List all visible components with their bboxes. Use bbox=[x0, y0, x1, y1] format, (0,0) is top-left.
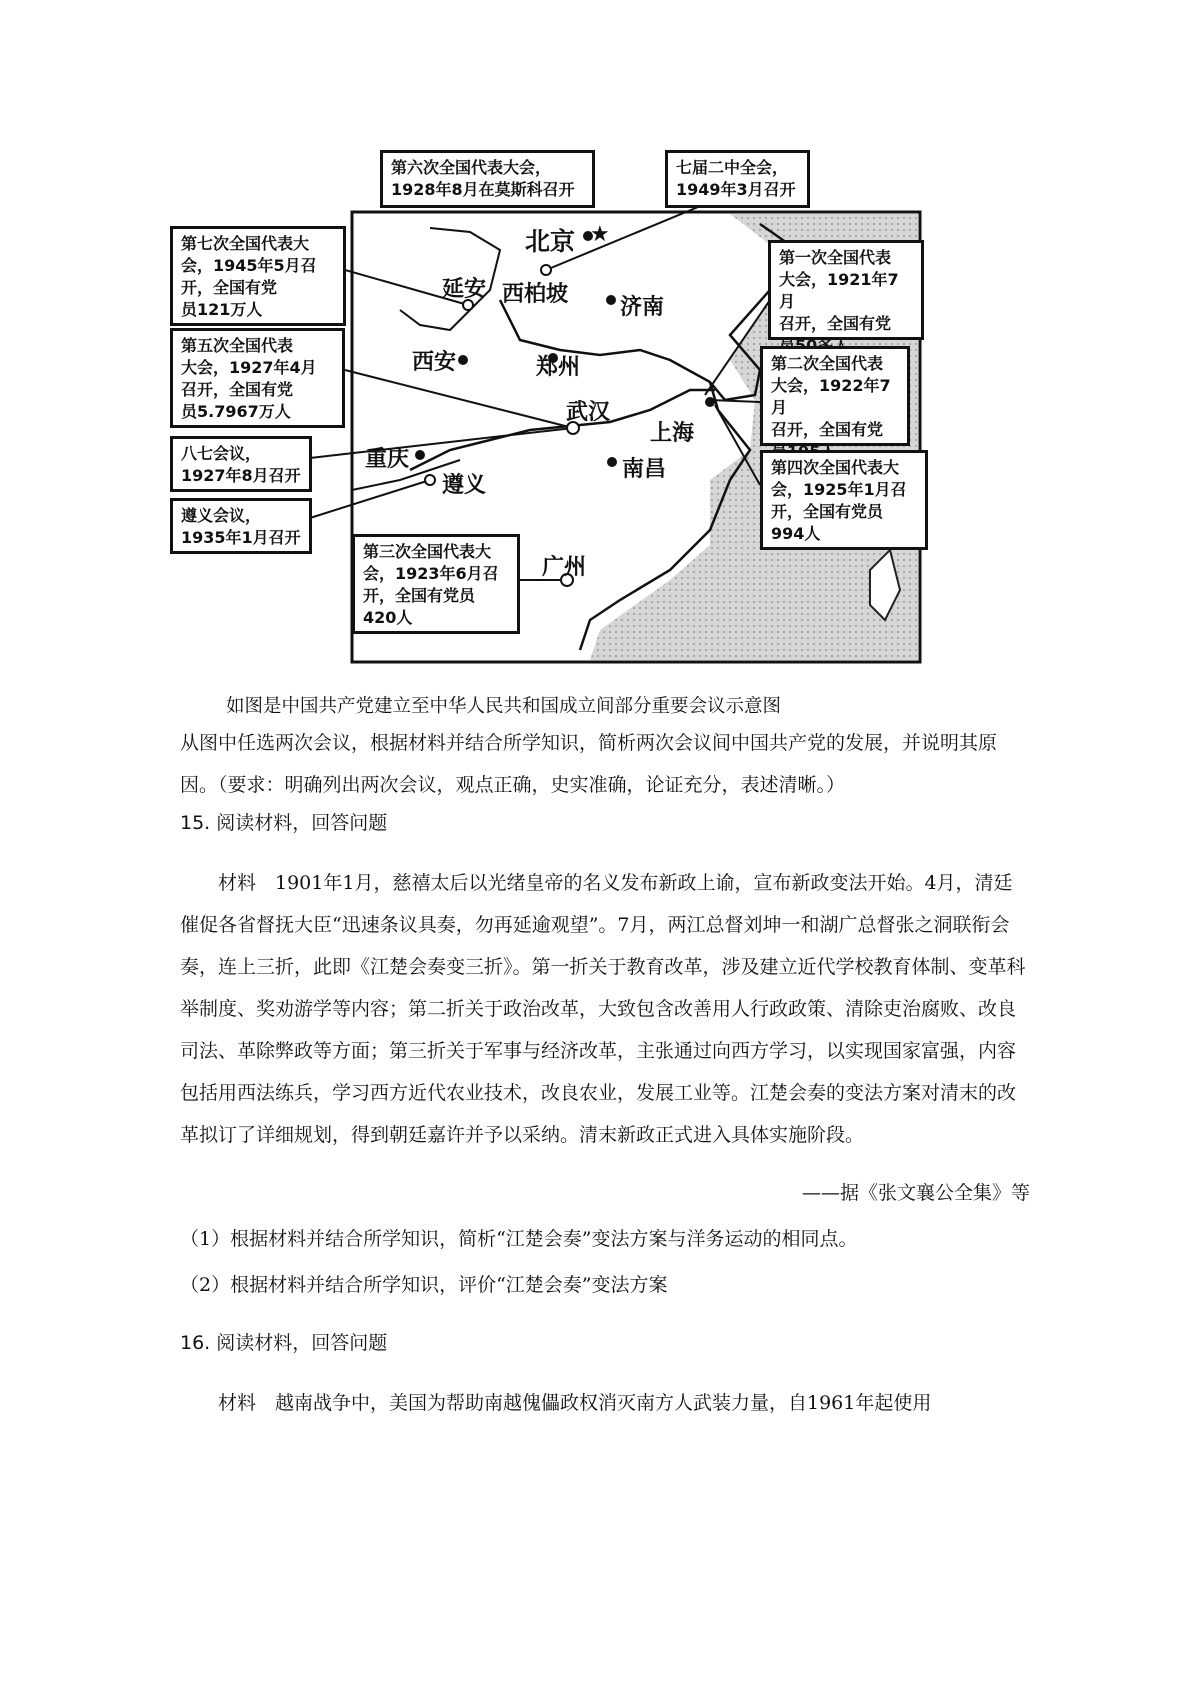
city-label-guangzhou: 广州 bbox=[542, 555, 587, 580]
question-15-heading: 15. 阅读材料，回答问题 bbox=[180, 812, 388, 834]
ccp-meetings-map-figure bbox=[170, 150, 1050, 670]
question-16-material: 材料 越南战争中，美国为帮助南越傀儡政权消灭南方人武装力量，自1961年起使用 bbox=[218, 1392, 932, 1414]
city-label-zunyi: 遵义 bbox=[442, 473, 487, 498]
box-august7-meeting: 八七会议， 1927年8月召开 bbox=[170, 436, 312, 492]
city-label-zhengzhou: 郑州 bbox=[536, 355, 581, 380]
question-15-source: ——据《张文襄公全集》等 bbox=[801, 1182, 1030, 1204]
city-label-xian: 西安 bbox=[412, 350, 457, 375]
city-label-xibaipo: 西柏坡 bbox=[502, 282, 569, 307]
box-first-congress: 第一次全国代表 大会，1921年7月 召开，全国有党 bbox=[768, 240, 924, 340]
zunyi-marker bbox=[425, 475, 435, 485]
city-label-shanghai: 上海 bbox=[650, 421, 695, 446]
city-label-nanchang: 南昌 bbox=[622, 457, 667, 482]
shanghai-marker bbox=[705, 397, 715, 407]
question-15-subquestion-2: （2）根据材料并结合所学知识，评价“江楚会奏”变法方案 bbox=[180, 1274, 668, 1296]
city-label-jinan: 济南 bbox=[620, 295, 665, 320]
chongqing-marker bbox=[415, 450, 425, 460]
box-fourth-congress: 第四次全国代表大 会，1925年1月召 开，全国有党员 994人 bbox=[760, 450, 928, 550]
question-15-material: 材料 1901年1月，慈禧太后以光绪皇帝的名义发布新政上谕，宣布新政变法开始。4月，清廷催促各省督抚大臣“迅速条议具奏，勿再延逾观望”。7月，两江总督刘坤一和湖广总督张之洞联衔会奏，连上三折，此即《江楚会奏变三折》。第一折关于教育改革，涉及建立近代学校教育体制、变革科举制度、奖劝游学等内容；第二折关于政治改革，大致包含改善用人行政政策、清除吏治腐败、改良司法、革除弊政等方面；第三折关于军事与经济改革，主张通过向西方学习，以实现国家富强，内容包括用西法练兵，学习西方近代农业技术，改良农业，发展工业等。江楚会奏的变法方案对清末的改革拟订了详细规划，得到朝廷嘉许并予以采纳。清末新政正式进入具体实施阶段。 bbox=[180, 872, 1026, 1146]
box-seventh-plenum: 七届二中全会， 1949年3月召开 bbox=[665, 150, 810, 208]
question-15-subquestion-1: （1）根据材料并结合所学知识，简析“江楚会奏”变法方案与洋务运动的相同点。 bbox=[180, 1228, 858, 1250]
xibaipo-marker bbox=[541, 265, 551, 275]
box-third-congress: 第三次全国代表大 会，1923年6月召 开，全国有党员 420人 bbox=[352, 534, 520, 634]
question-16-heading: 16. 阅读材料，回答问题 bbox=[180, 1332, 388, 1354]
nanchang-marker bbox=[607, 457, 617, 467]
figure-caption: 如图是中国共产党建立至中华人民共和国成立间部分重要会议示意图 bbox=[226, 696, 782, 717]
box-sixth-congress: 第六次全国代表大会， 1928年8月在莫斯科召开 bbox=[380, 150, 595, 208]
box-zunyi-meeting: 遵义会议， 1935年1月召开 bbox=[170, 498, 312, 554]
city-label-wuhan: 武汉 bbox=[566, 400, 611, 425]
city-label-chongqing: 重庆 bbox=[365, 447, 410, 472]
box-seventh-congress: 第七次全国代表大 会，1945年5月召 开，全国有党 员121万人 bbox=[170, 226, 346, 326]
xian-marker bbox=[458, 355, 468, 365]
question-14-prompt: 从图中任选两次会议，根据材料并结合所学知识，简析两次会议间中国共产党的发展，并说明其原因。（要求：明确列出两次会议，观点正确，史实准确，论证充分，表述清晰。） bbox=[180, 732, 998, 796]
jinan-marker bbox=[606, 295, 616, 305]
box-second-congress: 第二次全国代表 大会，1922年7月 召开，全国有党 bbox=[760, 346, 910, 446]
beijing-star-icon: ★ bbox=[590, 222, 610, 247]
city-label-yanan: 延安 bbox=[442, 277, 487, 302]
city-label-beijing: 北京 bbox=[525, 227, 576, 256]
box-fifth-congress: 第五次全国代表 大会，1927年4月 召开，全国有党 员5.7967万人 bbox=[170, 328, 345, 428]
